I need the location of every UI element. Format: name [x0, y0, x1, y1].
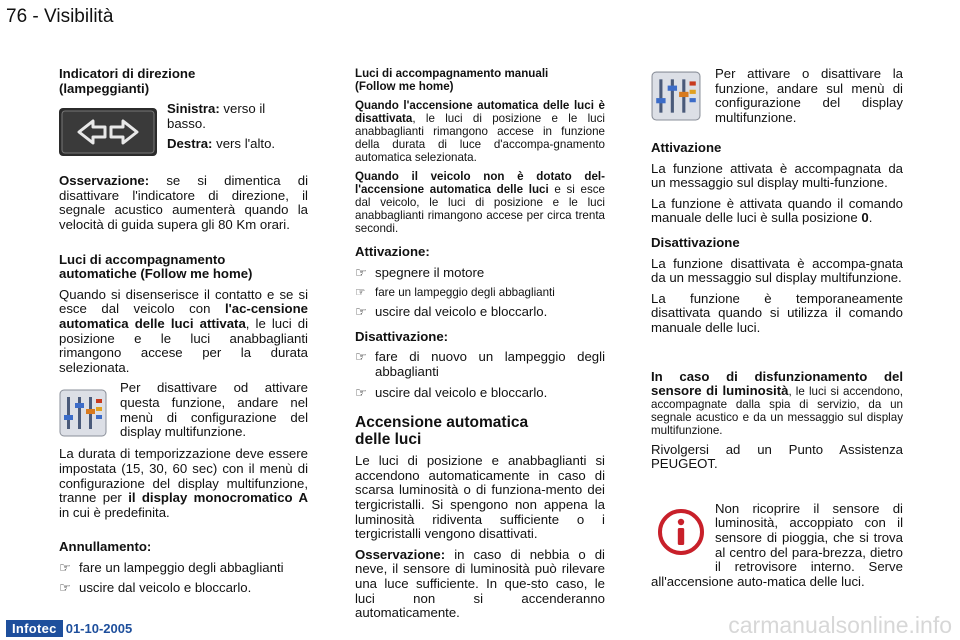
footer: [6, 619, 132, 637]
section-title-attivazione: Attivazione: [651, 140, 722, 155]
list-item: ☞ uscire dal veicolo e bloccarlo.: [355, 384, 548, 400]
settings-menu-icon: [651, 71, 701, 121]
bullet-pointer-icon: ☞: [59, 580, 71, 596]
column-2: Luci di accompagnamento manuali (Follow me home) Quando l'accensione automatica delle luci è disattivata, le luci di posizione e le luci anabbaglianti rimangono accese in funzione della durata di luce d'accompa-gnamento automatica selezionata. Quando il veicolo non è dotato del-l'accensione automatica delle luci e si esce dal veicolo, le luci di posizione e le luci anabbaglianti rimangono accese per circa trenta secondi. Attivazione: ☞ spegnere il motore ☞ fare un lampeggio degli abbaglianti ☞ uscire dal veicolo e bloccarlo. Disattivazione: ☞ fare di nuovo un lampeggio degli abbaglianti ☞ uscire dal veicolo e bloccarlo. Accensione automatica delle luci Le luci di posizione e anabbaglianti si accendono automaticamente in caso di scarsa luminosità o di funziona-mento dei tergicristalli. Si spengono non appena la luminosità ridiventa sufficiente o i tergicristalli vengono disattivati. Osservazione: in caso di nebbia o di neve, il sensore di luminosità può rilevare una luce sufficiente. In que-sto caso, le luci non si accenderanno automaticamente.: [355, 67, 605, 621]
column-3: Per attivare o disattivare la funzione, andare sul menù di configurazione del display multifunzione. Attivazione La funzione attivata è accompagnata da un messaggio sul display multi-funzione. La funzione è attivata quando il comando manuale delle luci è sulla posizione 0. Disattivazione La funzione disattivata è accompa-gnata da un messaggio sul display multifunzione. La funzione è temporaneamente disattivata quando si utilizza il comando manuale delle luci. In caso di disfunzionamento del sensore di luminosità, le luci si accendono, accompagnate dalla spia di servizio, da un segnale acustico e da un messaggio sul display multifunzione. Rivolgersi ad un Punto Assistenza PEUGEOT. Non ricoprire il sensore di luminosità, accoppiato con il sensore di pioggia, che si trova al centro del para-brezza, dietro il retrovisore interno. Serve all'accensione auto-matica delle luci.: [651, 66, 903, 589]
bullet-pointer-icon: ☞: [59, 559, 71, 575]
list-item: ☞ fare un lampeggio degli abbaglianti: [59, 559, 284, 575]
page-title: Visibilità: [44, 6, 114, 27]
page-number: 76: [6, 6, 28, 27]
bullet-pointer-icon: ☞: [355, 349, 367, 365]
bullet-pointer-icon: ☞: [355, 384, 367, 400]
bullet-pointer-icon: ☞: [355, 286, 366, 300]
section-title-annullamento: Annullamento:: [59, 539, 152, 555]
list-item: ☞ fare un lampeggio degli abbaglianti: [355, 286, 555, 300]
info-warning-icon: [657, 508, 705, 556]
page-header: 76 - Visibilità: [6, 6, 114, 27]
bullet-pointer-icon: ☞: [355, 304, 367, 320]
section-title-indicators: Indicatori di direzione (lampeggianti): [59, 66, 196, 96]
column-1: Indicatori di direzione (lampeggianti) Sinistra: verso il basso. Destra: vers l'alto. Osservazione: se si dimentica di disattivare l'indicatore di direzione, il segnale acustico aumenterà quando la velocità di guida supera gli 80 Km orari. Luci di accompagnamento automatiche (Follow me home) Quando si disenserisce il contatto e se si esce dal veicolo con l'ac-censione automatica delle luci attivata, le luci di posizione e le luci anabbaglianti rimangono accese per la durata selezionata. Per disattivare od attivare questa funzione, andare nel menù di configurazione del display multifunzione. La durata di temporizzazione deve essere impostata (15, 30, 60 sec) con il menù di configurazione del display multifunzione, tranne per il display monocromatico A in cui è predefinita. Annullamento: ☞ fare un lampeggio degli abbaglianti ☞ uscire dal veicolo e bloccarlo.: [59, 66, 309, 596]
watermark: carmanualsonline.info: [728, 612, 952, 638]
settings-menu-icon: [59, 389, 107, 437]
section-title-attivazione: Attivazione:: [355, 244, 430, 259]
turn-signal-icon: [59, 108, 157, 156]
infotec-logo: Infotec: [6, 620, 63, 637]
footer-date: 01-10-2005: [65, 620, 133, 636]
list-item: ☞ uscire dal veicolo e bloccarlo.: [59, 580, 252, 596]
section-title-disattivazione: Disattivazione:: [355, 328, 449, 344]
list-item: ☞ fare di nuovo un lampeggio degli abbaglianti: [355, 349, 605, 379]
list-item: ☞ spegnere il motore: [355, 264, 485, 280]
section-title-accensione-automatica: Accensione automatica delle luci: [355, 414, 529, 449]
section-title-follow-me-home-manual: Luci di accompagnamento manuali (Follow me home): [355, 67, 549, 93]
list-item: ☞ uscire dal veicolo e bloccarlo.: [355, 304, 548, 320]
section-title-follow-me-home-auto: Luci di accompagnamento automatiche (Follow me home): [59, 251, 253, 282]
section-title-disattivazione: Disattivazione: [651, 234, 740, 250]
bullet-pointer-icon: ☞: [355, 264, 367, 280]
